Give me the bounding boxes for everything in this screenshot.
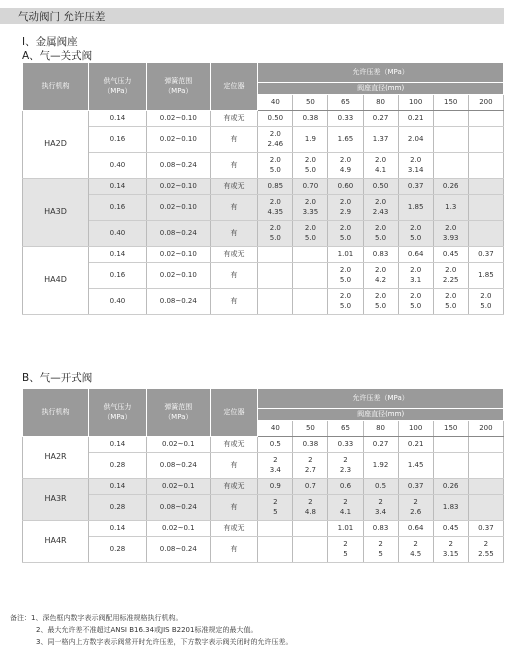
table-row bbox=[23, 289, 504, 315]
dp-value-cell: 2.0 5.0 bbox=[328, 289, 363, 315]
spring-range-cell: 0.02~0.1 bbox=[146, 437, 210, 453]
header-air-pressure: 供气压力 （MPa） bbox=[89, 63, 147, 111]
table-row bbox=[23, 263, 504, 289]
air-pressure-cell: 0.14 bbox=[89, 179, 147, 195]
dp-value-cell bbox=[433, 153, 468, 179]
air-pressure-cell: 0.40 bbox=[89, 153, 147, 179]
dp-value-cell: 0.33 bbox=[328, 111, 363, 127]
header-diameter-80: 80 bbox=[363, 95, 398, 111]
dp-value-cell bbox=[258, 289, 293, 315]
note-2: 2、最大允许差不准超过ANSI B16.34或JIS B2201标准规定的最大值。 bbox=[36, 626, 258, 634]
subsection-a-heading: A、气—关式阀 bbox=[22, 50, 93, 62]
spring-range-cell: 0.02~0.10 bbox=[146, 247, 210, 263]
dp-value-cell: 1.01 bbox=[328, 521, 363, 537]
spring-range-cell: 0.08~0.24 bbox=[146, 453, 210, 479]
header-diameter-100: 100 bbox=[398, 421, 433, 437]
model-group-ha3d bbox=[23, 179, 504, 247]
dp-value-cell: 2 5 bbox=[328, 537, 363, 563]
spring-range-cell: 0.02~0.10 bbox=[146, 263, 210, 289]
air-pressure-cell: 0.14 bbox=[89, 479, 147, 495]
header-diameter-100: 100 bbox=[398, 95, 433, 111]
table-row bbox=[23, 495, 504, 521]
spring-range-cell: 0.08~0.24 bbox=[146, 221, 210, 247]
dp-value-cell: 2.0 5.0 bbox=[398, 221, 433, 247]
spring-range-cell: 0.02~0.10 bbox=[146, 111, 210, 127]
dp-value-cell: 2 4.1 bbox=[328, 495, 363, 521]
table-row bbox=[23, 111, 504, 127]
table-row bbox=[23, 537, 504, 563]
positioner-cell: 有或无 bbox=[210, 179, 257, 195]
model-cell: HA3R bbox=[23, 479, 89, 521]
dp-value-cell: 2.0 2.9 bbox=[328, 195, 363, 221]
dp-value-cell: 0.5 bbox=[258, 437, 293, 453]
header-spring-range: 弹簧范围 （MPa） bbox=[146, 389, 210, 437]
dp-value-cell: 2.0 4.35 bbox=[258, 195, 293, 221]
model-cell: HA2R bbox=[23, 437, 89, 479]
table-row bbox=[23, 247, 504, 263]
dp-value-cell: 0.60 bbox=[328, 179, 363, 195]
table-row bbox=[23, 127, 504, 153]
dp-value-cell: 0.27 bbox=[363, 437, 398, 453]
dp-value-cell: 0.64 bbox=[398, 521, 433, 537]
dp-value-cell: 0.6 bbox=[328, 479, 363, 495]
dp-value-cell bbox=[293, 521, 328, 537]
air-pressure-cell: 0.14 bbox=[89, 247, 147, 263]
dp-value-cell bbox=[433, 453, 468, 479]
dp-value-cell: 2.0 5.0 bbox=[293, 221, 328, 247]
dp-value-cell: 1.92 bbox=[363, 453, 398, 479]
spring-range-cell: 0.08~0.24 bbox=[146, 495, 210, 521]
dp-value-cell: 0.38 bbox=[293, 111, 328, 127]
air-pressure-cell: 0.16 bbox=[89, 195, 147, 221]
dp-value-cell: 2.0 5.0 bbox=[258, 153, 293, 179]
air-pressure-cell: 0.16 bbox=[89, 127, 147, 153]
model-group-ha4r bbox=[23, 521, 504, 563]
positioner-cell: 有 bbox=[210, 537, 257, 563]
dp-value-cell: 0.38 bbox=[293, 437, 328, 453]
spring-range-cell: 0.02~0.10 bbox=[146, 195, 210, 221]
dp-value-cell bbox=[468, 221, 503, 247]
dp-value-cell: 0.5 bbox=[363, 479, 398, 495]
dp-value-cell bbox=[468, 111, 503, 127]
model-group-ha4d bbox=[23, 247, 504, 315]
header-allowable-dp: 允许压差（MPa） bbox=[258, 389, 504, 409]
header-diameter-40: 40 bbox=[258, 421, 293, 437]
dp-value-cell: 2.0 5.0 bbox=[363, 289, 398, 315]
positioner-cell: 有 bbox=[210, 153, 257, 179]
dp-value-cell: 0.64 bbox=[398, 247, 433, 263]
dp-value-cell bbox=[293, 289, 328, 315]
dp-value-cell: 0.26 bbox=[433, 179, 468, 195]
table-row bbox=[23, 221, 504, 247]
dp-value-cell: 2 2.3 bbox=[328, 453, 363, 479]
header-air-pressure: 供气压力 （MPa） bbox=[89, 389, 147, 437]
model-group-ha2d bbox=[23, 111, 504, 179]
spring-range-cell: 0.08~0.24 bbox=[146, 153, 210, 179]
dp-value-cell bbox=[468, 127, 503, 153]
dp-value-cell bbox=[468, 495, 503, 521]
positioner-cell: 有或无 bbox=[210, 521, 257, 537]
dp-value-cell: 0.45 bbox=[433, 521, 468, 537]
dp-value-cell: 2 4.8 bbox=[293, 495, 328, 521]
dp-value-cell: 0.7 bbox=[293, 479, 328, 495]
dp-value-cell bbox=[433, 111, 468, 127]
dp-value-cell: 2.0 5.0 bbox=[293, 153, 328, 179]
dp-value-cell: 0.21 bbox=[398, 111, 433, 127]
dp-value-cell bbox=[468, 195, 503, 221]
dp-value-cell bbox=[293, 247, 328, 263]
dp-value-cell bbox=[433, 437, 468, 453]
dp-value-cell: 0.37 bbox=[398, 479, 433, 495]
note-3: 3、同一格内上方数字表示阀常开时允许压差，下方数字表示阀关闭时的允许压差。 bbox=[36, 638, 293, 646]
table-row bbox=[23, 453, 504, 479]
dp-value-cell: 2.0 3.1 bbox=[398, 263, 433, 289]
header-actuator: 执行机构 bbox=[23, 63, 89, 111]
dp-value-cell: 2.0 4.1 bbox=[363, 153, 398, 179]
air-pressure-cell: 0.14 bbox=[89, 111, 147, 127]
dp-value-cell: 0.85 bbox=[258, 179, 293, 195]
dp-value-cell: 2.0 5.0 bbox=[433, 289, 468, 315]
table-row bbox=[23, 437, 504, 453]
page-title: 气动阀门 允许压差 bbox=[18, 11, 106, 23]
spring-range-cell: 0.08~0.24 bbox=[146, 537, 210, 563]
positioner-cell: 有 bbox=[210, 495, 257, 521]
dp-value-cell: 2 2.6 bbox=[398, 495, 433, 521]
dp-value-cell: 0.50 bbox=[258, 111, 293, 127]
dp-value-cell: 0.37 bbox=[398, 179, 433, 195]
air-pressure-cell: 0.14 bbox=[89, 521, 147, 537]
dp-value-cell: 1.85 bbox=[398, 195, 433, 221]
air-pressure-cell: 0.28 bbox=[89, 537, 147, 563]
table-row bbox=[23, 479, 504, 495]
dp-value-cell: 2.0 5.0 bbox=[258, 221, 293, 247]
dp-value-cell: 1.3 bbox=[433, 195, 468, 221]
header-positioner: 定位器 bbox=[210, 63, 257, 111]
dp-value-cell: 2.0 2.25 bbox=[433, 263, 468, 289]
spring-range-cell: 0.02~0.1 bbox=[146, 521, 210, 537]
dp-value-cell: 2.0 5.0 bbox=[328, 221, 363, 247]
header-diameter-80: 80 bbox=[363, 421, 398, 437]
dp-value-cell: 2.0 2.43 bbox=[363, 195, 398, 221]
dp-value-cell: 0.50 bbox=[363, 179, 398, 195]
positioner-cell: 有或无 bbox=[210, 479, 257, 495]
dp-value-cell: 1.01 bbox=[328, 247, 363, 263]
model-cell: HA3D bbox=[23, 179, 89, 247]
dp-value-cell bbox=[258, 263, 293, 289]
positioner-cell: 有 bbox=[210, 127, 257, 153]
model-group-ha2r bbox=[23, 437, 504, 479]
air-pressure-cell: 0.40 bbox=[89, 289, 147, 315]
header-positioner: 定位器 bbox=[210, 389, 257, 437]
dp-value-cell bbox=[433, 127, 468, 153]
header-seat-diameter: 阀座直径(mm) bbox=[258, 83, 504, 95]
dp-value-cell bbox=[258, 537, 293, 563]
dp-value-cell: 2.0 2.46 bbox=[258, 127, 293, 153]
dp-value-cell bbox=[468, 179, 503, 195]
air-pressure-cell: 0.16 bbox=[89, 263, 147, 289]
note-1: 备注：1、深色框内数字表示阀配用标准规格执行机构。 bbox=[10, 614, 183, 622]
dp-value-cell: 2 5 bbox=[363, 537, 398, 563]
header-diameter-40: 40 bbox=[258, 95, 293, 111]
header-diameter-150: 150 bbox=[433, 95, 468, 111]
positioner-cell: 有 bbox=[210, 453, 257, 479]
dp-value-cell bbox=[468, 153, 503, 179]
dp-value-cell: 0.83 bbox=[363, 247, 398, 263]
dp-value-cell: 0.83 bbox=[363, 521, 398, 537]
positioner-cell: 有或无 bbox=[210, 437, 257, 453]
dp-value-cell bbox=[468, 437, 503, 453]
dp-value-cell: 2.0 3.35 bbox=[293, 195, 328, 221]
dp-value-cell: 1.9 bbox=[293, 127, 328, 153]
table-air-to-open bbox=[22, 388, 504, 563]
section-heading: I、金属阀座 bbox=[22, 36, 78, 48]
dp-value-cell bbox=[258, 521, 293, 537]
header-actuator: 执行机构 bbox=[23, 389, 89, 437]
dp-value-cell bbox=[468, 479, 503, 495]
positioner-cell: 有 bbox=[210, 289, 257, 315]
positioner-cell: 有 bbox=[210, 221, 257, 247]
table-row bbox=[23, 153, 504, 179]
header-diameter-50: 50 bbox=[293, 95, 328, 111]
dp-value-cell: 2.04 bbox=[398, 127, 433, 153]
dp-value-cell: 2 3.4 bbox=[258, 453, 293, 479]
model-cell: HA4R bbox=[23, 521, 89, 563]
header-diameter-65: 65 bbox=[328, 421, 363, 437]
dp-value-cell: 1.45 bbox=[398, 453, 433, 479]
model-group-ha3r bbox=[23, 479, 504, 521]
air-pressure-cell: 0.28 bbox=[89, 453, 147, 479]
dp-value-cell: 0.9 bbox=[258, 479, 293, 495]
dp-value-cell bbox=[293, 537, 328, 563]
dp-value-cell: 0.45 bbox=[433, 247, 468, 263]
positioner-cell: 有 bbox=[210, 195, 257, 221]
dp-value-cell: 2.0 5.0 bbox=[468, 289, 503, 315]
dp-value-cell: 2.0 3.93 bbox=[433, 221, 468, 247]
dp-value-cell: 2.0 4.2 bbox=[363, 263, 398, 289]
header-diameter-200: 200 bbox=[468, 421, 503, 437]
dp-value-cell: 0.37 bbox=[468, 247, 503, 263]
table-row bbox=[23, 195, 504, 221]
header-diameter-150: 150 bbox=[433, 421, 468, 437]
air-pressure-cell: 0.40 bbox=[89, 221, 147, 247]
table-row bbox=[23, 179, 504, 195]
spring-range-cell: 0.02~0.1 bbox=[146, 479, 210, 495]
dp-value-cell: 0.37 bbox=[468, 521, 503, 537]
positioner-cell: 有 bbox=[210, 263, 257, 289]
dp-value-cell: 2.0 3.14 bbox=[398, 153, 433, 179]
header-diameter-65: 65 bbox=[328, 95, 363, 111]
notes bbox=[10, 612, 292, 648]
dp-value-cell: 2 3.15 bbox=[433, 537, 468, 563]
dp-value-cell: 2.0 5.0 bbox=[328, 263, 363, 289]
page-title-bar bbox=[0, 8, 504, 24]
dp-value-cell: 1.85 bbox=[468, 263, 503, 289]
subsection-b-heading: B、气—开式阀 bbox=[22, 372, 93, 384]
dp-value-cell: 0.27 bbox=[363, 111, 398, 127]
dp-value-cell: 2 2.55 bbox=[468, 537, 503, 563]
positioner-cell: 有或无 bbox=[210, 111, 257, 127]
table-row bbox=[23, 521, 504, 537]
dp-value-cell: 2 3.4 bbox=[363, 495, 398, 521]
header-diameter-200: 200 bbox=[468, 95, 503, 111]
dp-value-cell: 0.26 bbox=[433, 479, 468, 495]
header-allowable-dp: 允许压差（MPa） bbox=[258, 63, 504, 83]
dp-value-cell: 1.37 bbox=[363, 127, 398, 153]
dp-value-cell: 2.0 5.0 bbox=[398, 289, 433, 315]
dp-value-cell: 1.65 bbox=[328, 127, 363, 153]
dp-value-cell: 2.0 4.9 bbox=[328, 153, 363, 179]
dp-value-cell: 2 4.5 bbox=[398, 537, 433, 563]
dp-value-cell: 2.0 5.0 bbox=[363, 221, 398, 247]
header-diameter-50: 50 bbox=[293, 421, 328, 437]
header-seat-diameter: 阀座直径(mm) bbox=[258, 409, 504, 421]
dp-value-cell: 2 5 bbox=[258, 495, 293, 521]
dp-value-cell bbox=[468, 453, 503, 479]
positioner-cell: 有或无 bbox=[210, 247, 257, 263]
spring-range-cell: 0.02~0.10 bbox=[146, 127, 210, 153]
dp-value-cell: 0.33 bbox=[328, 437, 363, 453]
spring-range-cell: 0.08~0.24 bbox=[146, 289, 210, 315]
air-pressure-cell: 0.14 bbox=[89, 437, 147, 453]
dp-value-cell: 2 2.7 bbox=[293, 453, 328, 479]
air-pressure-cell: 0.28 bbox=[89, 495, 147, 521]
dp-value-cell: 0.21 bbox=[398, 437, 433, 453]
spring-range-cell: 0.02~0.10 bbox=[146, 179, 210, 195]
model-cell: HA2D bbox=[23, 111, 89, 179]
dp-value-cell: 0.70 bbox=[293, 179, 328, 195]
dp-value-cell: 1.83 bbox=[433, 495, 468, 521]
header-spring-range: 弹簧范围 （MPa） bbox=[146, 63, 210, 111]
table-air-to-close bbox=[22, 62, 504, 315]
model-cell: HA4D bbox=[23, 247, 89, 315]
dp-value-cell bbox=[258, 247, 293, 263]
dp-value-cell bbox=[293, 263, 328, 289]
